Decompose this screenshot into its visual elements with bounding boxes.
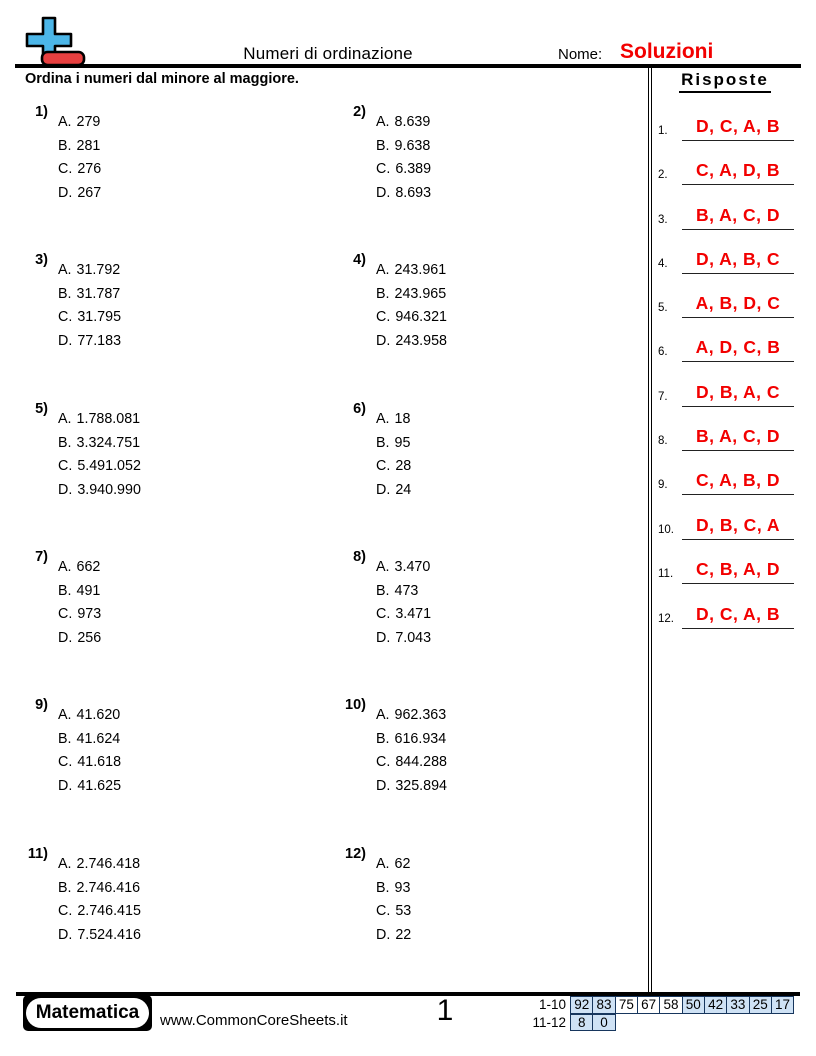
option-letter: D. bbox=[58, 630, 73, 647]
option-value: 8.639 bbox=[394, 114, 431, 130]
problem-option bbox=[376, 603, 620, 627]
instruction-text: Ordina i numeri dal minore al maggiore. bbox=[25, 71, 299, 87]
option-value: 946.321 bbox=[395, 309, 447, 326]
option-value: 267 bbox=[77, 185, 102, 202]
answer-number: 12. bbox=[658, 613, 674, 625]
answer-row bbox=[656, 242, 794, 274]
answer-value: B, A, C, D bbox=[682, 205, 794, 230]
answer-number: 2. bbox=[658, 169, 668, 181]
option-letter: D. bbox=[376, 482, 391, 499]
score-cell: 0 bbox=[592, 1014, 616, 1032]
option-value: 2.746.415 bbox=[77, 903, 141, 920]
option-value: 2.746.418 bbox=[76, 856, 141, 872]
problem-option bbox=[376, 479, 620, 503]
problem bbox=[12, 549, 302, 651]
option-letter: B. bbox=[376, 582, 390, 599]
score-cell: 83 bbox=[592, 996, 616, 1014]
option-value: 41.624 bbox=[76, 730, 121, 747]
problem-option bbox=[376, 408, 620, 432]
answer-value: D, A, B, C bbox=[682, 249, 794, 274]
answer-row bbox=[656, 597, 794, 629]
score-table bbox=[530, 996, 793, 1031]
score-cell: 33 bbox=[726, 996, 750, 1014]
option-letter: A. bbox=[376, 411, 390, 427]
answers-header-label: Risposte bbox=[679, 70, 771, 93]
problem-option bbox=[376, 900, 620, 924]
option-value: 3.471 bbox=[395, 606, 432, 623]
option-value: 3.324.751 bbox=[76, 434, 141, 451]
problem-option bbox=[376, 306, 620, 330]
option-value: 281 bbox=[76, 137, 101, 154]
option-value: 7.524.416 bbox=[77, 927, 141, 944]
problem-option bbox=[376, 135, 620, 159]
option-value: 28 bbox=[395, 458, 412, 475]
answer-row bbox=[656, 286, 794, 318]
option-value: 3.470 bbox=[394, 559, 431, 575]
option-letter: A. bbox=[376, 856, 390, 872]
answer-value: B, A, C, D bbox=[682, 426, 794, 451]
page-title: Numeri di ordinazione bbox=[243, 44, 413, 63]
problem-options bbox=[12, 846, 302, 948]
problem-option bbox=[376, 580, 620, 604]
answer-value: C, B, A, D bbox=[682, 559, 794, 584]
problem-option bbox=[58, 111, 302, 135]
problem-option bbox=[376, 877, 620, 901]
score-cell: 67 bbox=[637, 996, 661, 1014]
problem-option bbox=[58, 432, 302, 456]
problem-options bbox=[12, 549, 302, 651]
option-value: 276 bbox=[77, 161, 102, 178]
answer-value: D, B, C, A bbox=[682, 515, 794, 540]
problem-option bbox=[376, 455, 620, 479]
problem-options bbox=[330, 846, 620, 948]
option-value: 616.934 bbox=[394, 730, 447, 747]
answer-number: 5. bbox=[658, 302, 668, 314]
answer-row bbox=[656, 463, 794, 495]
answer-value: A, D, C, B bbox=[682, 337, 794, 362]
problem-option bbox=[58, 408, 302, 432]
problem-option bbox=[376, 432, 620, 456]
problem bbox=[330, 104, 620, 206]
problem-options bbox=[12, 697, 302, 799]
problem-number: 3) bbox=[35, 252, 48, 268]
option-letter: C. bbox=[58, 458, 73, 475]
score-cell: 8 bbox=[570, 1014, 594, 1032]
option-value: 325.894 bbox=[395, 778, 447, 795]
option-letter: A. bbox=[376, 114, 390, 130]
problem-option bbox=[376, 259, 620, 283]
option-value: 243.965 bbox=[394, 285, 447, 302]
option-letter: D. bbox=[376, 927, 391, 944]
problem-options bbox=[330, 697, 620, 799]
problem-option bbox=[376, 158, 620, 182]
problem-options bbox=[12, 401, 302, 503]
problem-option bbox=[58, 627, 302, 651]
option-letter: D. bbox=[376, 185, 391, 202]
answer-value: C, A, D, B bbox=[682, 160, 794, 185]
option-letter: A. bbox=[58, 707, 72, 723]
problem-option bbox=[58, 556, 302, 580]
answer-number: 4. bbox=[658, 258, 668, 270]
option-value: 8.693 bbox=[395, 185, 432, 202]
answer-number: 8. bbox=[658, 435, 668, 447]
problem-option bbox=[376, 775, 620, 799]
option-letter: B. bbox=[58, 879, 72, 896]
score-row-label: 1-10 bbox=[538, 997, 566, 1012]
problem-options bbox=[12, 252, 302, 354]
option-letter: C. bbox=[58, 903, 73, 920]
problem-option bbox=[376, 330, 620, 354]
problem-number: 7) bbox=[35, 549, 48, 565]
option-letter: C. bbox=[58, 606, 73, 623]
problem-option bbox=[58, 924, 302, 948]
option-value: 243.961 bbox=[394, 262, 447, 278]
option-letter: A. bbox=[58, 559, 72, 575]
problem bbox=[12, 252, 302, 354]
option-letter: B. bbox=[376, 730, 390, 747]
problem-option bbox=[58, 259, 302, 283]
option-letter: C. bbox=[376, 754, 391, 771]
option-value: 41.618 bbox=[77, 754, 122, 771]
problem-option bbox=[58, 580, 302, 604]
problem-number: 12) bbox=[345, 846, 366, 862]
option-letter: B. bbox=[58, 434, 72, 451]
problem-option bbox=[58, 775, 302, 799]
problem-option bbox=[58, 751, 302, 775]
score-cell: 58 bbox=[659, 996, 683, 1014]
problem-option bbox=[376, 111, 620, 135]
problem-options bbox=[330, 104, 620, 206]
option-value: 18 bbox=[394, 411, 411, 427]
problem-option bbox=[58, 853, 302, 877]
option-value: 24 bbox=[395, 482, 412, 499]
score-cell: 75 bbox=[615, 996, 639, 1014]
problem-number: 10) bbox=[345, 697, 366, 713]
problem bbox=[330, 401, 620, 503]
option-value: 962.363 bbox=[394, 707, 447, 723]
problem-option bbox=[58, 479, 302, 503]
option-letter: B. bbox=[58, 137, 72, 154]
problem-option bbox=[58, 135, 302, 159]
option-value: 62 bbox=[394, 856, 411, 872]
problem-options bbox=[330, 401, 620, 503]
answer-row bbox=[656, 153, 794, 185]
problem bbox=[330, 549, 620, 651]
problem bbox=[12, 846, 302, 948]
problem-option bbox=[58, 877, 302, 901]
option-letter: A. bbox=[376, 559, 390, 575]
problem-option bbox=[58, 603, 302, 627]
option-value: 243.958 bbox=[395, 333, 447, 350]
option-letter: B. bbox=[376, 879, 390, 896]
score-cell: 42 bbox=[704, 996, 728, 1014]
option-value: 1.788.081 bbox=[76, 411, 141, 427]
option-value: 53 bbox=[395, 903, 412, 920]
option-letter: C. bbox=[376, 903, 391, 920]
problem-option bbox=[376, 627, 620, 651]
problem-number: 2) bbox=[353, 104, 366, 120]
problem bbox=[12, 104, 302, 206]
option-letter: D. bbox=[376, 333, 391, 350]
problem-option bbox=[58, 728, 302, 752]
option-letter: C. bbox=[376, 161, 391, 178]
problem-number: 1) bbox=[35, 104, 48, 120]
brand-badge bbox=[23, 995, 152, 1031]
option-letter: C. bbox=[58, 161, 73, 178]
option-value: 279 bbox=[76, 114, 101, 130]
problem-option bbox=[376, 751, 620, 775]
option-value: 3.940.990 bbox=[77, 482, 141, 499]
option-letter: A. bbox=[58, 262, 72, 278]
option-value: 31.787 bbox=[76, 285, 121, 302]
option-letter: C. bbox=[58, 309, 73, 326]
option-letter: B. bbox=[376, 434, 390, 451]
score-row bbox=[530, 996, 793, 1014]
problem-option bbox=[58, 900, 302, 924]
problem-option bbox=[376, 924, 620, 948]
option-value: 31.792 bbox=[76, 262, 121, 278]
answers-header bbox=[656, 70, 794, 93]
problem-number: 9) bbox=[35, 697, 48, 713]
problem-number: 8) bbox=[353, 549, 366, 565]
option-value: 41.620 bbox=[76, 707, 121, 723]
option-value: 31.795 bbox=[77, 309, 122, 326]
answer-row bbox=[656, 330, 794, 362]
problem-options bbox=[330, 252, 620, 354]
option-value: 41.625 bbox=[77, 778, 122, 795]
problem-options bbox=[330, 549, 620, 651]
answer-number: 10. bbox=[658, 524, 674, 536]
option-value: 256 bbox=[77, 630, 102, 647]
score-row-label: 11-12 bbox=[532, 1014, 566, 1030]
answer-number: 6. bbox=[658, 346, 668, 358]
option-value: 7.043 bbox=[395, 630, 432, 647]
option-value: 2.746.416 bbox=[76, 879, 141, 896]
problem-option bbox=[376, 283, 620, 307]
name-label: Nome: bbox=[558, 46, 603, 63]
option-letter: D. bbox=[58, 927, 73, 944]
answer-number: 11. bbox=[658, 568, 674, 580]
option-value: 662 bbox=[76, 559, 101, 575]
option-letter: B. bbox=[58, 730, 72, 747]
problem-option bbox=[58, 158, 302, 182]
problem-option bbox=[58, 182, 302, 206]
option-value: 22 bbox=[395, 927, 412, 944]
option-value: 95 bbox=[394, 434, 411, 451]
answer-number: 3. bbox=[658, 214, 668, 226]
problem-option bbox=[58, 704, 302, 728]
option-value: 9.638 bbox=[394, 137, 431, 154]
answer-number: 9. bbox=[658, 479, 668, 491]
option-letter: B. bbox=[376, 285, 390, 302]
option-letter: A. bbox=[58, 856, 72, 872]
answer-number: 1. bbox=[658, 125, 668, 137]
problem-option bbox=[58, 283, 302, 307]
answer-row bbox=[656, 508, 794, 540]
problem-option bbox=[58, 306, 302, 330]
answer-row bbox=[656, 375, 794, 407]
option-letter: D. bbox=[58, 333, 73, 350]
score-cell: 92 bbox=[570, 996, 594, 1014]
option-value: 491 bbox=[76, 582, 101, 599]
option-letter: D. bbox=[58, 482, 73, 499]
brand-badge-label: Matematica bbox=[26, 998, 149, 1028]
name-value: Soluzioni bbox=[620, 40, 714, 63]
problem-option bbox=[376, 556, 620, 580]
answer-value: A, B, D, C bbox=[682, 293, 794, 318]
score-cell: 25 bbox=[749, 996, 773, 1014]
answer-number: 7. bbox=[658, 391, 668, 403]
problem bbox=[330, 252, 620, 354]
answer-value: D, C, A, B bbox=[682, 604, 794, 629]
page-number: 1 bbox=[436, 994, 454, 1027]
answer-row bbox=[656, 419, 794, 451]
problem bbox=[12, 401, 302, 503]
option-value: 77.183 bbox=[77, 333, 122, 350]
answer-value: D, B, A, C bbox=[682, 382, 794, 407]
answer-row bbox=[656, 109, 794, 141]
problem-option bbox=[58, 330, 302, 354]
score-cell: 17 bbox=[771, 996, 795, 1014]
problem-number: 4) bbox=[353, 252, 366, 268]
option-value: 844.288 bbox=[395, 754, 447, 771]
problem-option bbox=[376, 182, 620, 206]
option-letter: D. bbox=[58, 185, 73, 202]
option-value: 5.491.052 bbox=[77, 458, 141, 475]
option-value: 473 bbox=[394, 582, 419, 599]
option-letter: B. bbox=[58, 582, 72, 599]
option-letter: C. bbox=[376, 309, 391, 326]
option-letter: D. bbox=[376, 630, 391, 647]
problem bbox=[330, 846, 620, 948]
problem-number: 6) bbox=[353, 401, 366, 417]
answer-row bbox=[656, 198, 794, 230]
answer-value: C, A, B, D bbox=[682, 470, 794, 495]
answer-row bbox=[656, 552, 794, 584]
problem-number: 5) bbox=[35, 401, 48, 417]
option-value: 93 bbox=[394, 879, 411, 896]
header-rule bbox=[15, 64, 801, 68]
problem bbox=[12, 697, 302, 799]
option-letter: B. bbox=[58, 285, 72, 302]
problem-number: 11) bbox=[27, 846, 48, 862]
problem-option bbox=[376, 728, 620, 752]
option-letter: C. bbox=[376, 606, 391, 623]
option-letter: D. bbox=[376, 778, 391, 795]
score-row bbox=[530, 1014, 793, 1032]
problem-option bbox=[58, 455, 302, 479]
option-value: 973 bbox=[77, 606, 102, 623]
option-letter: A. bbox=[376, 262, 390, 278]
problem bbox=[330, 697, 620, 799]
option-value: 6.389 bbox=[395, 161, 432, 178]
option-letter: A. bbox=[58, 411, 72, 427]
option-letter: A. bbox=[58, 114, 72, 130]
problem-option bbox=[376, 704, 620, 728]
option-letter: B. bbox=[376, 137, 390, 154]
column-divider bbox=[648, 67, 652, 992]
option-letter: D. bbox=[58, 778, 73, 795]
option-letter: C. bbox=[376, 458, 391, 475]
answer-value: D, C, A, B bbox=[682, 116, 794, 141]
option-letter: C. bbox=[58, 754, 73, 771]
score-cell: 50 bbox=[682, 996, 706, 1014]
option-letter: A. bbox=[376, 707, 390, 723]
problem-option bbox=[376, 853, 620, 877]
problem-options bbox=[12, 104, 302, 206]
website-text: www.CommonCoreSheets.it bbox=[160, 1012, 348, 1029]
